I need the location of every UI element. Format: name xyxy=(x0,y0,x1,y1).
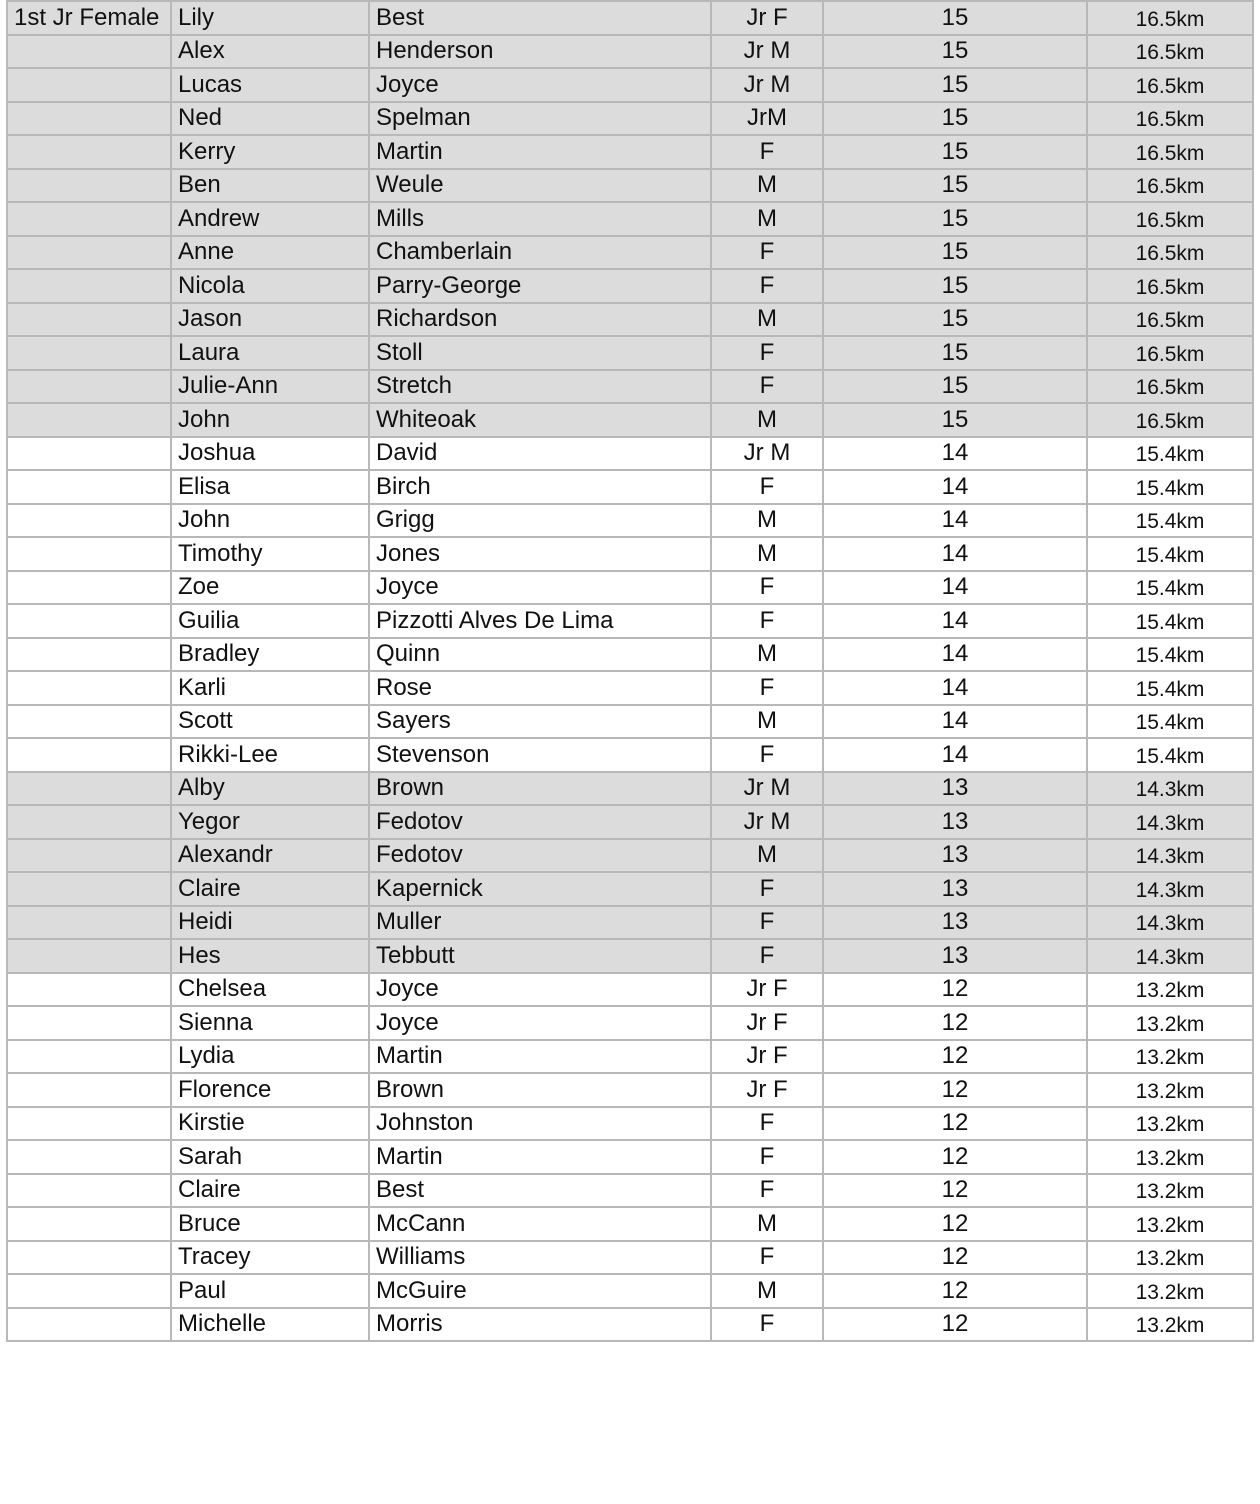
note-cell[interactable] xyxy=(7,1174,171,1208)
last-name-cell[interactable]: Joyce xyxy=(369,973,711,1007)
distance-cell[interactable]: 15.4km xyxy=(1087,504,1253,538)
note-cell[interactable] xyxy=(7,537,171,571)
distance-cell[interactable]: 13.2km xyxy=(1087,1006,1253,1040)
first-name-cell[interactable]: Karli xyxy=(171,671,369,705)
category-cell[interactable]: Jr M xyxy=(711,805,823,839)
category-cell[interactable]: M xyxy=(711,638,823,672)
category-cell[interactable]: Jr F xyxy=(711,1,823,35)
results-table xyxy=(6,0,1254,1342)
first-name-cell[interactable]: John xyxy=(171,504,369,538)
laps-cell[interactable]: 14 xyxy=(823,470,1087,504)
first-name-cell[interactable]: Zoe xyxy=(171,571,369,605)
last-name-cell[interactable]: Weule xyxy=(369,169,711,203)
first-name-cell[interactable]: Jason xyxy=(171,303,369,337)
laps-cell[interactable]: 14 xyxy=(823,571,1087,605)
last-name-cell[interactable]: Grigg xyxy=(369,504,711,538)
note-cell[interactable] xyxy=(7,1073,171,1107)
category-cell[interactable]: F xyxy=(711,1140,823,1174)
last-name-cell[interactable]: Martin xyxy=(369,1040,711,1074)
note-cell[interactable] xyxy=(7,1140,171,1174)
laps-cell[interactable]: 15 xyxy=(823,403,1087,437)
category-cell[interactable]: F xyxy=(711,738,823,772)
distance-cell[interactable]: 16.5km xyxy=(1087,336,1253,370)
laps-cell[interactable]: 12 xyxy=(823,1274,1087,1308)
last-name-cell[interactable]: Quinn xyxy=(369,638,711,672)
note-cell[interactable] xyxy=(7,1241,171,1275)
distance-cell[interactable]: 15.4km xyxy=(1087,604,1253,638)
note-cell[interactable] xyxy=(7,35,171,69)
note-cell[interactable] xyxy=(7,370,171,404)
laps-cell[interactable]: 12 xyxy=(823,1207,1087,1241)
table-row xyxy=(7,872,1253,906)
last-name-cell[interactable]: Martin xyxy=(369,135,711,169)
laps-cell[interactable]: 15 xyxy=(823,169,1087,203)
last-name-cell[interactable]: Martin xyxy=(369,1140,711,1174)
distance-cell[interactable]: 16.5km xyxy=(1087,169,1253,203)
table-row xyxy=(7,370,1253,404)
laps-cell[interactable]: 15 xyxy=(823,202,1087,236)
note-cell[interactable] xyxy=(7,638,171,672)
note-cell[interactable] xyxy=(7,1274,171,1308)
category-cell[interactable]: F xyxy=(711,236,823,270)
note-cell[interactable] xyxy=(7,939,171,973)
last-name-cell[interactable]: Birch xyxy=(369,470,711,504)
distance-cell[interactable]: 13.2km xyxy=(1087,1040,1253,1074)
distance-cell[interactable]: 14.3km xyxy=(1087,906,1253,940)
category-cell[interactable]: M xyxy=(711,504,823,538)
table-row xyxy=(7,939,1253,973)
distance-cell[interactable]: 13.2km xyxy=(1087,1274,1253,1308)
category-cell[interactable]: Jr M xyxy=(711,437,823,471)
note-cell[interactable] xyxy=(7,236,171,270)
distance-cell[interactable]: 14.3km xyxy=(1087,772,1253,806)
table-row xyxy=(7,35,1253,69)
note-cell[interactable] xyxy=(7,705,171,739)
note-cell[interactable] xyxy=(7,269,171,303)
note-cell[interactable] xyxy=(7,604,171,638)
note-cell[interactable]: 1st Jr Female xyxy=(7,1,171,35)
note-cell[interactable] xyxy=(7,102,171,136)
note-cell[interactable] xyxy=(7,1107,171,1141)
first-name-cell[interactable]: Elisa xyxy=(171,470,369,504)
distance-cell[interactable]: 13.2km xyxy=(1087,973,1253,1007)
laps-cell[interactable]: 13 xyxy=(823,939,1087,973)
note-cell[interactable] xyxy=(7,571,171,605)
first-name-cell[interactable]: Alex xyxy=(171,35,369,69)
first-name-cell[interactable]: Ben xyxy=(171,169,369,203)
category-cell[interactable]: M xyxy=(711,537,823,571)
laps-cell[interactable]: 14 xyxy=(823,504,1087,538)
category-cell[interactable]: Jr F xyxy=(711,1073,823,1107)
last-name-cell[interactable]: Rose xyxy=(369,671,711,705)
first-name-cell[interactable]: Timothy xyxy=(171,537,369,571)
table-row xyxy=(7,638,1253,672)
first-name-cell[interactable]: Lydia xyxy=(171,1040,369,1074)
laps-cell[interactable]: 12 xyxy=(823,1040,1087,1074)
note-cell[interactable] xyxy=(7,68,171,102)
laps-cell[interactable]: 15 xyxy=(823,236,1087,270)
note-cell[interactable] xyxy=(7,906,171,940)
distance-cell[interactable]: 15.4km xyxy=(1087,738,1253,772)
first-name-cell[interactable]: Kerry xyxy=(171,135,369,169)
table-row xyxy=(7,504,1253,538)
table-row xyxy=(7,1241,1253,1275)
first-name-cell[interactable]: Scott xyxy=(171,705,369,739)
distance-cell[interactable]: 13.2km xyxy=(1087,1241,1253,1275)
distance-cell[interactable]: 15.4km xyxy=(1087,470,1253,504)
first-name-cell[interactable]: Sarah xyxy=(171,1140,369,1174)
table-row xyxy=(7,705,1253,739)
distance-cell[interactable]: 14.3km xyxy=(1087,939,1253,973)
table-row xyxy=(7,269,1253,303)
category-cell[interactable]: F xyxy=(711,135,823,169)
note-cell[interactable] xyxy=(7,772,171,806)
laps-cell[interactable]: 12 xyxy=(823,1073,1087,1107)
distance-cell[interactable]: 16.5km xyxy=(1087,403,1253,437)
last-name-cell[interactable]: Kapernick xyxy=(369,872,711,906)
last-name-cell[interactable]: Parry-George xyxy=(369,269,711,303)
category-cell[interactable]: M xyxy=(711,1274,823,1308)
last-name-cell[interactable]: Muller xyxy=(369,906,711,940)
category-cell[interactable]: JrM xyxy=(711,102,823,136)
laps-cell[interactable]: 12 xyxy=(823,1140,1087,1174)
distance-cell[interactable]: 16.5km xyxy=(1087,202,1253,236)
first-name-cell[interactable]: Bruce xyxy=(171,1207,369,1241)
laps-cell[interactable]: 15 xyxy=(823,35,1087,69)
distance-cell[interactable]: 14.3km xyxy=(1087,839,1253,873)
note-cell[interactable] xyxy=(7,671,171,705)
results-table-body xyxy=(7,1,1253,1341)
category-cell[interactable]: F xyxy=(711,269,823,303)
note-cell[interactable] xyxy=(7,872,171,906)
category-cell[interactable]: F xyxy=(711,571,823,605)
first-name-cell[interactable]: Julie-Ann xyxy=(171,370,369,404)
table-row xyxy=(7,1140,1253,1174)
last-name-cell[interactable]: Johnston xyxy=(369,1107,711,1141)
category-cell[interactable]: F xyxy=(711,1241,823,1275)
note-cell[interactable] xyxy=(7,336,171,370)
laps-cell[interactable]: 15 xyxy=(823,102,1087,136)
note-cell[interactable] xyxy=(7,504,171,538)
last-name-cell[interactable]: David xyxy=(369,437,711,471)
laps-cell[interactable]: 15 xyxy=(823,336,1087,370)
first-name-cell[interactable]: Paul xyxy=(171,1274,369,1308)
table-row xyxy=(7,906,1253,940)
note-cell[interactable] xyxy=(7,169,171,203)
first-name-cell[interactable]: Tracey xyxy=(171,1241,369,1275)
last-name-cell[interactable]: Whiteoak xyxy=(369,403,711,437)
table-row xyxy=(7,604,1253,638)
distance-cell[interactable]: 16.5km xyxy=(1087,370,1253,404)
category-cell[interactable]: M xyxy=(711,1207,823,1241)
note-cell[interactable] xyxy=(7,437,171,471)
category-cell[interactable]: F xyxy=(711,872,823,906)
first-name-cell[interactable]: Claire xyxy=(171,1174,369,1208)
distance-cell[interactable]: 13.2km xyxy=(1087,1140,1253,1174)
distance-cell[interactable]: 13.2km xyxy=(1087,1207,1253,1241)
table-row xyxy=(7,135,1253,169)
table-row xyxy=(7,303,1253,337)
category-cell[interactable]: Jr F xyxy=(711,1040,823,1074)
table-row xyxy=(7,805,1253,839)
laps-cell[interactable]: 12 xyxy=(823,1006,1087,1040)
last-name-cell[interactable]: Williams xyxy=(369,1241,711,1275)
laps-cell[interactable]: 14 xyxy=(823,537,1087,571)
first-name-cell[interactable]: Kirstie xyxy=(171,1107,369,1141)
first-name-cell[interactable]: Claire xyxy=(171,872,369,906)
table-row xyxy=(7,403,1253,437)
last-name-cell[interactable]: Richardson xyxy=(369,303,711,337)
laps-cell[interactable]: 13 xyxy=(823,772,1087,806)
table-row xyxy=(7,973,1253,1007)
note-cell[interactable] xyxy=(7,1006,171,1040)
first-name-cell[interactable]: Andrew xyxy=(171,202,369,236)
table-row xyxy=(7,1107,1253,1141)
first-name-cell[interactable]: Lucas xyxy=(171,68,369,102)
table-row xyxy=(7,772,1253,806)
first-name-cell[interactable]: Rikki-Lee xyxy=(171,738,369,772)
category-cell[interactable]: M xyxy=(711,169,823,203)
first-name-cell[interactable]: Michelle xyxy=(171,1308,369,1342)
laps-cell[interactable]: 14 xyxy=(823,604,1087,638)
distance-cell[interactable]: 16.5km xyxy=(1087,236,1253,270)
distance-cell[interactable]: 15.4km xyxy=(1087,571,1253,605)
table-row xyxy=(7,738,1253,772)
laps-cell[interactable]: 13 xyxy=(823,906,1087,940)
last-name-cell[interactable]: Jones xyxy=(369,537,711,571)
note-cell[interactable] xyxy=(7,1040,171,1074)
table-row xyxy=(7,1,1253,35)
distance-cell[interactable]: 15.4km xyxy=(1087,437,1253,471)
category-cell[interactable]: M xyxy=(711,303,823,337)
laps-cell[interactable]: 14 xyxy=(823,738,1087,772)
first-name-cell[interactable]: Alexandr xyxy=(171,839,369,873)
distance-cell[interactable]: 13.2km xyxy=(1087,1073,1253,1107)
category-cell[interactable]: F xyxy=(711,370,823,404)
note-cell[interactable] xyxy=(7,403,171,437)
category-cell[interactable]: Jr F xyxy=(711,1006,823,1040)
table-row xyxy=(7,1073,1253,1107)
category-cell[interactable]: M xyxy=(711,839,823,873)
note-cell[interactable] xyxy=(7,202,171,236)
table-row xyxy=(7,839,1253,873)
table-row xyxy=(7,1006,1253,1040)
category-cell[interactable]: F xyxy=(711,470,823,504)
laps-cell[interactable]: 15 xyxy=(823,135,1087,169)
last-name-cell[interactable]: Brown xyxy=(369,772,711,806)
table-row xyxy=(7,202,1253,236)
category-cell[interactable]: F xyxy=(711,906,823,940)
laps-cell[interactable]: 15 xyxy=(823,1,1087,35)
category-cell[interactable]: Jr M xyxy=(711,35,823,69)
distance-cell[interactable]: 15.4km xyxy=(1087,671,1253,705)
last-name-cell[interactable]: Joyce xyxy=(369,1006,711,1040)
last-name-cell[interactable]: Tebbutt xyxy=(369,939,711,973)
category-cell[interactable]: M xyxy=(711,705,823,739)
last-name-cell[interactable]: Fedotov xyxy=(369,805,711,839)
note-cell[interactable] xyxy=(7,303,171,337)
last-name-cell[interactable]: Stretch xyxy=(369,370,711,404)
first-name-cell[interactable]: Bradley xyxy=(171,638,369,672)
first-name-cell[interactable]: Laura xyxy=(171,336,369,370)
first-name-cell[interactable]: Yegor xyxy=(171,805,369,839)
category-cell[interactable]: F xyxy=(711,336,823,370)
last-name-cell[interactable]: Stoll xyxy=(369,336,711,370)
last-name-cell[interactable]: Best xyxy=(369,1,711,35)
distance-cell[interactable]: 16.5km xyxy=(1087,1,1253,35)
distance-cell[interactable]: 15.4km xyxy=(1087,705,1253,739)
first-name-cell[interactable]: Sienna xyxy=(171,1006,369,1040)
distance-cell[interactable]: 15.4km xyxy=(1087,638,1253,672)
first-name-cell[interactable]: Lily xyxy=(171,1,369,35)
distance-cell[interactable]: 13.2km xyxy=(1087,1174,1253,1208)
table-row xyxy=(7,236,1253,270)
table-row xyxy=(7,571,1253,605)
last-name-cell[interactable]: Stevenson xyxy=(369,738,711,772)
laps-cell[interactable]: 12 xyxy=(823,973,1087,1007)
distance-cell[interactable]: 13.2km xyxy=(1087,1107,1253,1141)
first-name-cell[interactable]: Anne xyxy=(171,236,369,270)
last-name-cell[interactable]: Fedotov xyxy=(369,839,711,873)
laps-cell[interactable]: 14 xyxy=(823,437,1087,471)
table-row xyxy=(7,1174,1253,1208)
category-cell[interactable]: M xyxy=(711,403,823,437)
first-name-cell[interactable]: Nicola xyxy=(171,269,369,303)
table-row xyxy=(7,1040,1253,1074)
table-row xyxy=(7,169,1253,203)
table-row xyxy=(7,470,1253,504)
note-cell[interactable] xyxy=(7,135,171,169)
distance-cell[interactable]: 16.5km xyxy=(1087,135,1253,169)
first-name-cell[interactable]: John xyxy=(171,403,369,437)
note-cell[interactable] xyxy=(7,839,171,873)
table-row xyxy=(7,336,1253,370)
laps-cell[interactable]: 15 xyxy=(823,269,1087,303)
table-row xyxy=(7,1207,1253,1241)
laps-cell[interactable]: 13 xyxy=(823,805,1087,839)
note-cell[interactable] xyxy=(7,973,171,1007)
first-name-cell[interactable]: Florence xyxy=(171,1073,369,1107)
laps-cell[interactable]: 14 xyxy=(823,638,1087,672)
first-name-cell[interactable]: Hes xyxy=(171,939,369,973)
last-name-cell[interactable]: Brown xyxy=(369,1073,711,1107)
note-cell[interactable] xyxy=(7,1308,171,1342)
category-cell[interactable]: M xyxy=(711,202,823,236)
laps-cell[interactable]: 12 xyxy=(823,1308,1087,1342)
table-row xyxy=(7,671,1253,705)
laps-cell[interactable]: 14 xyxy=(823,705,1087,739)
laps-cell[interactable]: 12 xyxy=(823,1107,1087,1141)
laps-cell[interactable]: 15 xyxy=(823,68,1087,102)
first-name-cell[interactable]: Alby xyxy=(171,772,369,806)
first-name-cell[interactable]: Ned xyxy=(171,102,369,136)
note-cell[interactable] xyxy=(7,470,171,504)
last-name-cell[interactable]: Best xyxy=(369,1174,711,1208)
category-cell[interactable]: F xyxy=(711,939,823,973)
table-row xyxy=(7,437,1253,471)
last-name-cell[interactable]: Spelman xyxy=(369,102,711,136)
note-cell[interactable] xyxy=(7,805,171,839)
last-name-cell[interactable]: Chamberlain xyxy=(369,236,711,270)
laps-cell[interactable]: 13 xyxy=(823,839,1087,873)
note-cell[interactable] xyxy=(7,1207,171,1241)
table-row xyxy=(7,537,1253,571)
category-cell[interactable]: Jr M xyxy=(711,772,823,806)
distance-cell[interactable]: 13.2km xyxy=(1087,1308,1253,1342)
laps-cell[interactable]: 13 xyxy=(823,872,1087,906)
category-cell[interactable]: Jr M xyxy=(711,68,823,102)
distance-cell[interactable]: 15.4km xyxy=(1087,537,1253,571)
laps-cell[interactable]: 14 xyxy=(823,671,1087,705)
last-name-cell[interactable]: Joyce xyxy=(369,68,711,102)
distance-cell[interactable]: 16.5km xyxy=(1087,102,1253,136)
laps-cell[interactable]: 12 xyxy=(823,1174,1087,1208)
laps-cell[interactable]: 15 xyxy=(823,303,1087,337)
last-name-cell[interactable]: McCann xyxy=(369,1207,711,1241)
note-cell[interactable] xyxy=(7,738,171,772)
table-row xyxy=(7,68,1253,102)
last-name-cell[interactable]: Henderson xyxy=(369,35,711,69)
distance-cell[interactable]: 14.3km xyxy=(1087,805,1253,839)
table-row xyxy=(7,102,1253,136)
category-cell[interactable]: F xyxy=(711,604,823,638)
distance-cell[interactable]: 16.5km xyxy=(1087,35,1253,69)
laps-cell[interactable]: 12 xyxy=(823,1241,1087,1275)
last-name-cell[interactable]: Morris xyxy=(369,1308,711,1342)
last-name-cell[interactable]: Sayers xyxy=(369,705,711,739)
last-name-cell[interactable]: Pizzotti Alves De Lima xyxy=(369,604,711,638)
last-name-cell[interactable]: Joyce xyxy=(369,571,711,605)
distance-cell[interactable]: 14.3km xyxy=(1087,872,1253,906)
first-name-cell[interactable]: Chelsea xyxy=(171,973,369,1007)
first-name-cell[interactable]: Heidi xyxy=(171,906,369,940)
last-name-cell[interactable]: Mills xyxy=(369,202,711,236)
distance-cell[interactable]: 16.5km xyxy=(1087,303,1253,337)
table-row xyxy=(7,1274,1253,1308)
category-cell[interactable]: F xyxy=(711,1107,823,1141)
laps-cell[interactable]: 15 xyxy=(823,370,1087,404)
category-cell[interactable]: F xyxy=(711,1308,823,1342)
table-row xyxy=(7,1308,1253,1342)
distance-cell[interactable]: 16.5km xyxy=(1087,68,1253,102)
category-cell[interactable]: F xyxy=(711,1174,823,1208)
first-name-cell[interactable]: Joshua xyxy=(171,437,369,471)
category-cell[interactable]: F xyxy=(711,671,823,705)
distance-cell[interactable]: 16.5km xyxy=(1087,269,1253,303)
last-name-cell[interactable]: McGuire xyxy=(369,1274,711,1308)
first-name-cell[interactable]: Guilia xyxy=(171,604,369,638)
category-cell[interactable]: Jr F xyxy=(711,973,823,1007)
